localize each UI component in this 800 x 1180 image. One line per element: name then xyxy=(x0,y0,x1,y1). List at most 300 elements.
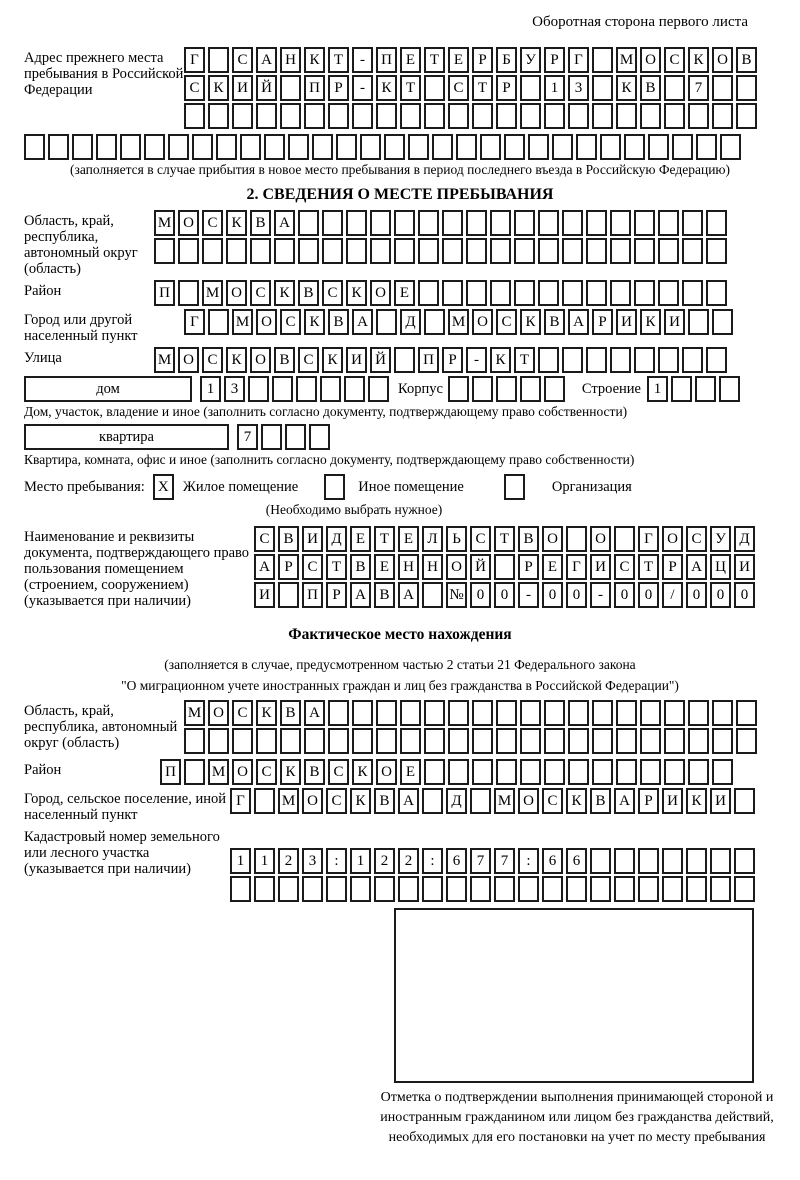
char-box: О xyxy=(302,788,323,814)
char-box: В xyxy=(374,582,395,608)
char-box: - xyxy=(466,347,487,373)
actual-district-label: Район xyxy=(24,762,62,778)
char-box xyxy=(520,759,541,785)
char-box xyxy=(734,788,755,814)
stay-option-checkbox xyxy=(504,474,528,500)
char-box: Е xyxy=(400,47,421,73)
char-box: Г xyxy=(638,526,659,552)
char-box xyxy=(712,75,733,101)
char-box-row xyxy=(160,759,736,785)
char-box: И xyxy=(590,554,611,580)
char-box xyxy=(706,347,727,373)
char-box xyxy=(370,210,391,236)
char-box: Т xyxy=(638,554,659,580)
char-box: 0 xyxy=(734,582,755,608)
char-box xyxy=(448,728,469,754)
char-box xyxy=(480,134,501,160)
char-box: С xyxy=(326,788,347,814)
char-box xyxy=(346,210,367,236)
char-box xyxy=(552,134,573,160)
street-field xyxy=(24,347,776,373)
char-box xyxy=(324,474,345,500)
char-box: М xyxy=(448,309,469,335)
house-row xyxy=(24,376,776,402)
char-box: А xyxy=(686,554,707,580)
char-box xyxy=(586,210,607,236)
char-box: Р xyxy=(472,47,493,73)
char-box: К xyxy=(226,210,247,236)
char-box xyxy=(448,376,469,402)
char-box xyxy=(472,759,493,785)
char-box xyxy=(302,876,323,902)
char-box: Р xyxy=(638,788,659,814)
char-box: Г xyxy=(184,47,205,73)
apartment-row xyxy=(24,424,776,450)
char-box: Т xyxy=(424,47,445,73)
char-box-row xyxy=(184,75,760,101)
char-box xyxy=(695,376,716,402)
char-box xyxy=(250,238,271,264)
actual-district-field xyxy=(24,759,776,785)
char-box xyxy=(568,728,589,754)
char-box-row xyxy=(154,210,730,236)
char-box xyxy=(368,376,389,402)
char-box xyxy=(350,876,371,902)
char-box: / xyxy=(662,582,683,608)
char-box: О xyxy=(590,526,611,552)
char-box: 0 xyxy=(494,582,515,608)
char-box xyxy=(520,75,541,101)
char-box xyxy=(664,759,685,785)
city-field xyxy=(24,309,776,344)
char-box: Р xyxy=(328,75,349,101)
actual-location-caption-line1: (заполняется в случае, предусмотренном частью 2 статьи 21 Федерального закона xyxy=(164,657,636,672)
char-box xyxy=(184,103,205,129)
char-box xyxy=(496,103,517,129)
char-box: Е xyxy=(374,554,395,580)
char-box: 7 xyxy=(688,75,709,101)
char-box: П xyxy=(302,582,323,608)
char-box: В xyxy=(374,788,395,814)
char-box xyxy=(634,280,655,306)
char-box: Й xyxy=(370,347,391,373)
char-box: П xyxy=(304,75,325,101)
char-box: Т xyxy=(472,75,493,101)
char-box: Т xyxy=(328,47,349,73)
char-box: Е xyxy=(394,280,415,306)
char-box xyxy=(240,134,261,160)
prev-address-rows xyxy=(184,47,760,131)
stay-option-checkbox xyxy=(324,474,348,500)
char-box xyxy=(634,238,655,264)
char-box xyxy=(672,134,693,160)
char-box xyxy=(544,103,565,129)
char-box xyxy=(568,759,589,785)
actual-city-label: Город, сельское поселение, иной населенный пункт xyxy=(24,791,227,823)
char-box: С xyxy=(302,554,323,580)
char-box xyxy=(520,728,541,754)
char-box xyxy=(568,700,589,726)
char-box: Г xyxy=(184,309,205,335)
char-box xyxy=(712,309,733,335)
region-rows xyxy=(154,210,730,266)
char-box: - xyxy=(352,47,373,73)
char-box xyxy=(520,700,541,726)
char-box: Й xyxy=(470,554,491,580)
cadastre-label: Кадастровый номер земельного или лесного участка (указывается при наличии) xyxy=(24,829,220,877)
char-box: Р xyxy=(442,347,463,373)
char-box xyxy=(256,103,277,129)
char-box: А xyxy=(304,700,325,726)
char-box: 0 xyxy=(638,582,659,608)
char-box xyxy=(562,280,583,306)
char-box xyxy=(518,876,539,902)
char-box: : xyxy=(518,848,539,874)
actual-city-field xyxy=(24,788,776,823)
char-box xyxy=(278,582,299,608)
region-field xyxy=(24,210,776,277)
char-box xyxy=(208,103,229,129)
confirmation-mark-box xyxy=(394,908,754,1083)
char-box: Т xyxy=(326,554,347,580)
char-box xyxy=(671,376,692,402)
char-box xyxy=(640,728,661,754)
char-box: Р xyxy=(592,309,613,335)
char-box: К xyxy=(520,309,541,335)
char-box-row xyxy=(237,424,333,450)
char-box xyxy=(614,526,635,552)
char-box: Д xyxy=(326,526,347,552)
char-box: С xyxy=(202,347,223,373)
char-box: И xyxy=(710,788,731,814)
char-box xyxy=(472,728,493,754)
char-box: Е xyxy=(542,554,563,580)
char-box-row-full-width xyxy=(24,134,776,160)
char-box xyxy=(466,280,487,306)
char-box xyxy=(528,134,549,160)
char-box-row xyxy=(184,309,736,335)
char-box xyxy=(504,134,525,160)
char-box: М xyxy=(208,759,229,785)
char-box xyxy=(592,700,613,726)
char-box xyxy=(566,876,587,902)
char-box xyxy=(734,848,755,874)
char-box xyxy=(285,424,306,450)
char-box: № xyxy=(446,582,467,608)
stay-type-label: Место пребывания: xyxy=(24,478,145,495)
char-box: 2 xyxy=(374,848,395,874)
char-box xyxy=(296,376,317,402)
stay-type-row xyxy=(24,474,776,500)
char-box: С xyxy=(256,759,277,785)
char-box xyxy=(376,309,397,335)
stay-option-label: Иное помещение xyxy=(358,478,464,495)
char-box xyxy=(494,876,515,902)
char-box xyxy=(394,347,415,373)
char-box xyxy=(544,728,565,754)
char-box: К xyxy=(640,309,661,335)
char-box xyxy=(470,788,491,814)
char-box: В xyxy=(640,75,661,101)
char-box xyxy=(616,759,637,785)
char-box: М xyxy=(278,788,299,814)
char-box: 6 xyxy=(446,848,467,874)
char-box: С xyxy=(184,75,205,101)
char-box: В xyxy=(280,700,301,726)
char-box: Р xyxy=(544,47,565,73)
char-box: О xyxy=(370,280,391,306)
char-box xyxy=(616,103,637,129)
prev-address-label: Адрес прежнего места пребывания в Российской Федерации xyxy=(24,50,184,98)
char-box xyxy=(230,876,251,902)
char-box: Т xyxy=(494,526,515,552)
char-box xyxy=(424,700,445,726)
char-box xyxy=(520,376,541,402)
section2-title: 2. СВЕДЕНИЯ О МЕСТЕ ПРЕБЫВАНИЯ xyxy=(246,186,554,203)
char-box xyxy=(706,280,727,306)
char-box: 3 xyxy=(224,376,245,402)
char-box: К xyxy=(280,759,301,785)
char-box xyxy=(374,876,395,902)
char-box: А xyxy=(568,309,589,335)
char-box xyxy=(72,134,93,160)
street-label: Улица xyxy=(24,350,62,366)
char-box xyxy=(309,424,330,450)
char-box xyxy=(710,848,731,874)
char-box-row xyxy=(154,280,730,306)
char-box xyxy=(686,876,707,902)
char-box: О xyxy=(376,759,397,785)
char-box xyxy=(208,309,229,335)
char-box: Г xyxy=(230,788,251,814)
char-box xyxy=(232,728,253,754)
char-box: В xyxy=(736,47,757,73)
char-box xyxy=(638,876,659,902)
char-box-row xyxy=(254,526,758,552)
char-box xyxy=(376,103,397,129)
char-box: К xyxy=(208,75,229,101)
stroenie-label: Строение xyxy=(581,381,641,397)
char-box xyxy=(616,700,637,726)
confirmation-mark-caption: Отметка о подтверждении выполнения принимающей стороной и иностранным гражданином или лицом без гражданства действий, необходимых для его постановки на учет по месту пребывания xyxy=(380,1090,774,1145)
char-box xyxy=(418,210,439,236)
char-box: И xyxy=(302,526,323,552)
char-box: - xyxy=(352,75,373,101)
char-box: М xyxy=(154,210,175,236)
char-box: К xyxy=(376,75,397,101)
char-box xyxy=(442,238,463,264)
char-box xyxy=(120,134,141,160)
char-box-row xyxy=(647,376,743,402)
char-box: О xyxy=(232,759,253,785)
char-box xyxy=(400,728,421,754)
char-box: А xyxy=(398,788,419,814)
char-box xyxy=(418,280,439,306)
char-box xyxy=(418,238,439,264)
char-box: К xyxy=(688,47,709,73)
char-box xyxy=(682,238,703,264)
char-box xyxy=(720,134,741,160)
char-box xyxy=(688,759,709,785)
char-box xyxy=(490,238,511,264)
char-box xyxy=(610,210,631,236)
char-box: М xyxy=(494,788,515,814)
char-box xyxy=(184,728,205,754)
char-box xyxy=(538,347,559,373)
char-box xyxy=(736,75,757,101)
char-box xyxy=(658,210,679,236)
char-box xyxy=(256,728,277,754)
char-box xyxy=(328,728,349,754)
char-box: К xyxy=(686,788,707,814)
char-box: 7 xyxy=(237,424,258,450)
char-box xyxy=(648,134,669,160)
char-box: Т xyxy=(374,526,395,552)
stay-option-checkbox xyxy=(153,474,177,500)
stay-option-label: Жилое помещение xyxy=(182,478,299,495)
district-field xyxy=(24,280,776,306)
char-box xyxy=(496,700,517,726)
char-box xyxy=(261,424,282,450)
char-box xyxy=(576,134,597,160)
char-box: Е xyxy=(398,526,419,552)
char-box xyxy=(154,238,175,264)
actual-region-field xyxy=(24,700,776,756)
char-box xyxy=(664,728,685,754)
char-box: А xyxy=(350,582,371,608)
char-box xyxy=(664,103,685,129)
char-box xyxy=(328,700,349,726)
char-box xyxy=(424,309,445,335)
char-box xyxy=(322,238,343,264)
char-box xyxy=(658,238,679,264)
char-box xyxy=(472,103,493,129)
cadastre-rows xyxy=(230,826,758,904)
char-box: Р xyxy=(518,554,539,580)
char-box: Ц xyxy=(710,554,731,580)
char-box xyxy=(610,238,631,264)
char-box: 0 xyxy=(470,582,491,608)
char-box: И xyxy=(616,309,637,335)
char-box: 1 xyxy=(230,848,251,874)
char-box xyxy=(712,759,733,785)
char-box xyxy=(184,759,205,785)
char-box xyxy=(562,238,583,264)
char-box: 2 xyxy=(398,848,419,874)
char-box xyxy=(336,134,357,160)
char-box: 0 xyxy=(710,582,731,608)
char-box xyxy=(640,759,661,785)
char-box xyxy=(614,848,635,874)
char-box xyxy=(208,728,229,754)
char-box xyxy=(736,103,757,129)
cadastre-field xyxy=(24,826,776,904)
char-box: И xyxy=(734,554,755,580)
char-box xyxy=(456,134,477,160)
char-box xyxy=(466,210,487,236)
char-box xyxy=(278,876,299,902)
char-box: - xyxy=(590,582,611,608)
prev-address-caption: (заполняется в случае прибытия в новое место пребывания в период последнего въезда в Российскую Федерацию) xyxy=(69,162,731,177)
char-box: П xyxy=(376,47,397,73)
char-box xyxy=(658,280,679,306)
char-box xyxy=(544,700,565,726)
char-box xyxy=(424,103,445,129)
char-box xyxy=(424,728,445,754)
char-box: О xyxy=(446,554,467,580)
char-box xyxy=(592,75,613,101)
char-box xyxy=(384,134,405,160)
char-box: П xyxy=(154,280,175,306)
char-box xyxy=(472,700,493,726)
char-box xyxy=(514,238,535,264)
char-box xyxy=(562,347,583,373)
char-box xyxy=(274,238,295,264)
char-box xyxy=(424,759,445,785)
char-box: О xyxy=(178,210,199,236)
char-box: 0 xyxy=(542,582,563,608)
char-box: Д xyxy=(400,309,421,335)
char-box: В xyxy=(278,526,299,552)
char-box xyxy=(696,134,717,160)
char-box xyxy=(662,848,683,874)
char-box: У xyxy=(710,526,731,552)
char-box: М xyxy=(154,347,175,373)
char-box xyxy=(432,134,453,160)
char-box: Т xyxy=(514,347,535,373)
char-box xyxy=(586,238,607,264)
char-box: М xyxy=(202,280,223,306)
char-box-row xyxy=(200,376,392,402)
char-box: И xyxy=(346,347,367,373)
char-box xyxy=(448,103,469,129)
char-box: Г xyxy=(568,47,589,73)
char-box: С xyxy=(664,47,685,73)
char-box: 3 xyxy=(302,848,323,874)
char-box xyxy=(682,347,703,373)
char-box: И xyxy=(254,582,275,608)
char-box xyxy=(662,876,683,902)
char-box xyxy=(422,582,443,608)
korpus-label: Корпус xyxy=(398,381,443,397)
char-box xyxy=(208,47,229,73)
char-box xyxy=(538,210,559,236)
char-box: Г xyxy=(566,554,587,580)
char-box: Т xyxy=(400,75,421,101)
char-box xyxy=(538,238,559,264)
char-box xyxy=(514,210,535,236)
char-box xyxy=(304,103,325,129)
char-box xyxy=(610,347,631,373)
char-box: К xyxy=(304,309,325,335)
char-box: В xyxy=(304,759,325,785)
char-box: В xyxy=(518,526,539,552)
char-box xyxy=(634,210,655,236)
char-box xyxy=(280,75,301,101)
house-type-box: дом xyxy=(24,376,192,402)
page-side-note: Оборотная сторона первого листа xyxy=(532,14,748,30)
char-box xyxy=(490,280,511,306)
char-box: В xyxy=(590,788,611,814)
char-box: 1 xyxy=(647,376,668,402)
char-box xyxy=(586,280,607,306)
char-box: Р xyxy=(278,554,299,580)
char-box: 1 xyxy=(254,848,275,874)
char-box: Н xyxy=(398,554,419,580)
char-box: В xyxy=(544,309,565,335)
char-box xyxy=(322,210,343,236)
char-box: 1 xyxy=(544,75,565,101)
